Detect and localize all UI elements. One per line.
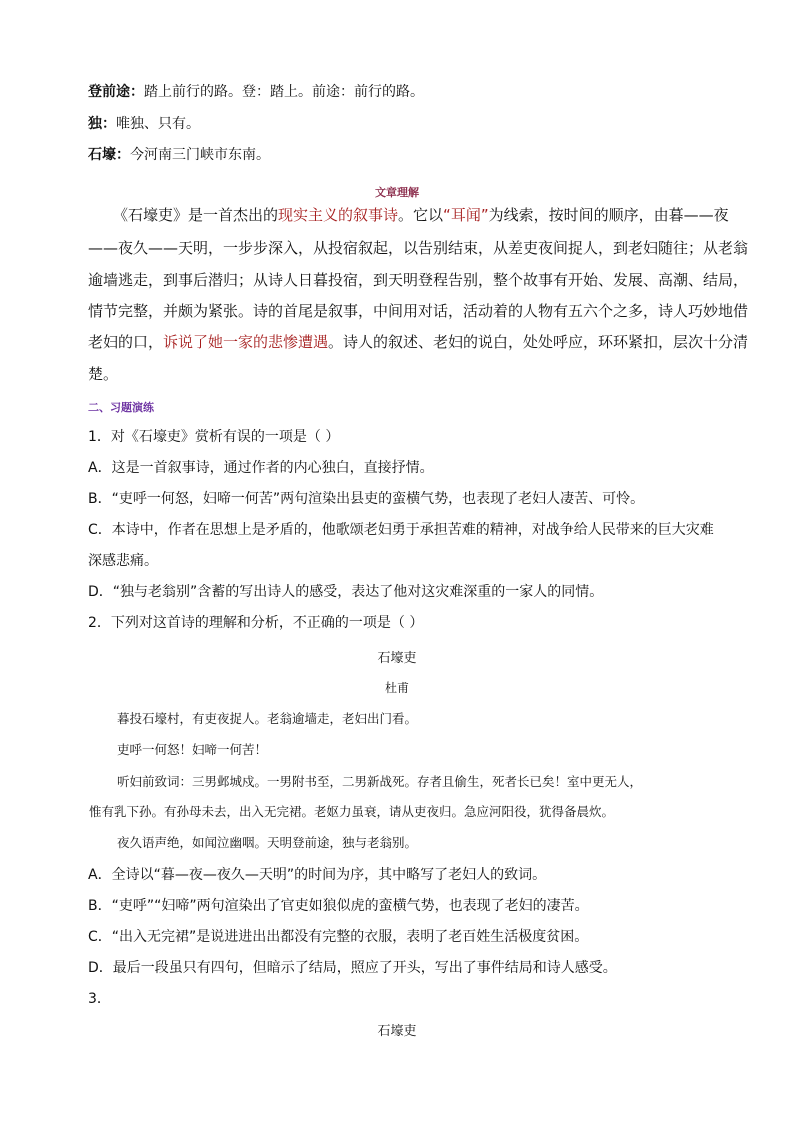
poem-title: 石壕吏	[377, 651, 417, 666]
highlight-text: 诉说了她一家的悲惨遭遇	[163, 333, 329, 351]
highlight-text: “耳闻”	[443, 206, 489, 224]
option-b: B．“吏呼”“妇啼”两句渲染出了官吏如狼似虎的蛮横气势，也表现了老妇的凄苦。	[88, 898, 589, 914]
glossary-text: 唯独、只有。	[116, 116, 200, 132]
question-stem: 3．	[88, 991, 111, 1007]
option-d: D．“独与老翁别”含蓄的写出诗人的感受，表达了他对这灾难深重的一家人的同情。	[88, 584, 604, 600]
poem-line: 惟有乳下孙。有孙母未去，出入无完裙。老妪力虽衰，请从吏夜归。急应河阳役，犹得备晨炊。	[89, 804, 615, 819]
question-stem: 1．对《石壕吏》赏析有误的一项是（ ）	[88, 429, 340, 445]
poem-line: 夜久语声绝，如闻泣幽咽。天明登前途，独与老翁别。	[117, 835, 418, 850]
analysis-text: 为线索，按时间的顺序，由暮——夜	[488, 206, 729, 224]
analysis-line	[88, 333, 748, 351]
practice-heading: 二、习题演练	[88, 401, 154, 414]
glossary-item	[88, 115, 200, 133]
option-c: C．“出入无完裙”是说进进出出都没有完整的衣服，表明了老百姓生活极度贫困。	[88, 929, 589, 945]
poem-title: 石壕吏	[377, 1024, 417, 1039]
glossary-term: 登前途：	[88, 84, 144, 100]
question-stem: 2．下列对这首诗的理解和分析，不正确的一项是（ ）	[88, 615, 424, 631]
analysis-text: 老妇的口，	[88, 333, 164, 351]
analysis-line: 楚。	[88, 365, 119, 383]
poem-line: 吏呼一何怒！妇啼一何苦！	[117, 742, 268, 757]
poem-line: 暮投石壕村，有吏夜捉人。老翁逾墙走，老妇出门看。	[117, 711, 418, 726]
glossary-text: 今河南三门峡市东南。	[130, 147, 270, 163]
analysis-text: 。它以	[398, 206, 444, 224]
analysis-line: 情节完整，并颇为紧张。诗的首尾是叙事，中间用对话，活动着的人物有五六个之多，诗人巧妙地借	[88, 302, 749, 320]
analysis-text: 《石壕吏》是一首杰出的	[113, 206, 279, 224]
glossary-term: 石壕：	[88, 147, 130, 163]
option-b: B．“吏呼一何怒，妇啼一何苦”两句渲染出县吏的蛮横气势，也表现了老妇人凄苦、可怜。	[88, 491, 645, 507]
option-c: C．本诗中，作者在思想上是矛盾的，他歌颂老妇勇于承担苦难的精神，对战争给人民带来的巨大灾难	[88, 522, 714, 538]
analysis-line: ——夜久——天明，一步步深入，从投宿叙起，以告别结束，从差吏夜间捉人，到老妇随往；从老翁	[88, 239, 749, 257]
glossary-item	[88, 146, 270, 164]
analysis-line: 逾墙逃走，到事后潜归；从诗人日暮投宿，到天明登程告别，整个故事有开始、发展、高潮、结局，	[88, 271, 749, 289]
analysis-text: 。诗人的叙述、老妇的说白，处处呼应，环环紧扣，层次十分清	[328, 333, 749, 351]
section-title: 文章理解	[375, 186, 419, 199]
analysis-line	[113, 206, 729, 224]
option-a: A．这是一首叙事诗，通过作者的内心独白，直接抒情。	[88, 460, 434, 476]
option-d: D．最后一段虽只有四句，但暗示了结局，照应了开头，写出了事件结局和诗人感受。	[88, 960, 617, 976]
option-a: A．全诗以“暮—夜—夜久—天明”的时间为序，其中略写了老妇人的致词。	[88, 867, 547, 883]
poem-line: 听妇前致词：三男邺城戍。一男附书至，二男新战死。存者且偷生，死者长已矣！室中更无人，	[117, 774, 643, 789]
glossary-text: 踏上前行的路。登：踏上。前途：前行的路。	[144, 84, 424, 100]
glossary-item	[88, 83, 424, 101]
highlight-text: 现实主义的叙事诗	[278, 206, 399, 224]
option-c-cont: 深感悲痛。	[88, 553, 158, 569]
poem-author: 杜甫	[384, 681, 409, 695]
glossary-term: 独：	[88, 116, 116, 132]
